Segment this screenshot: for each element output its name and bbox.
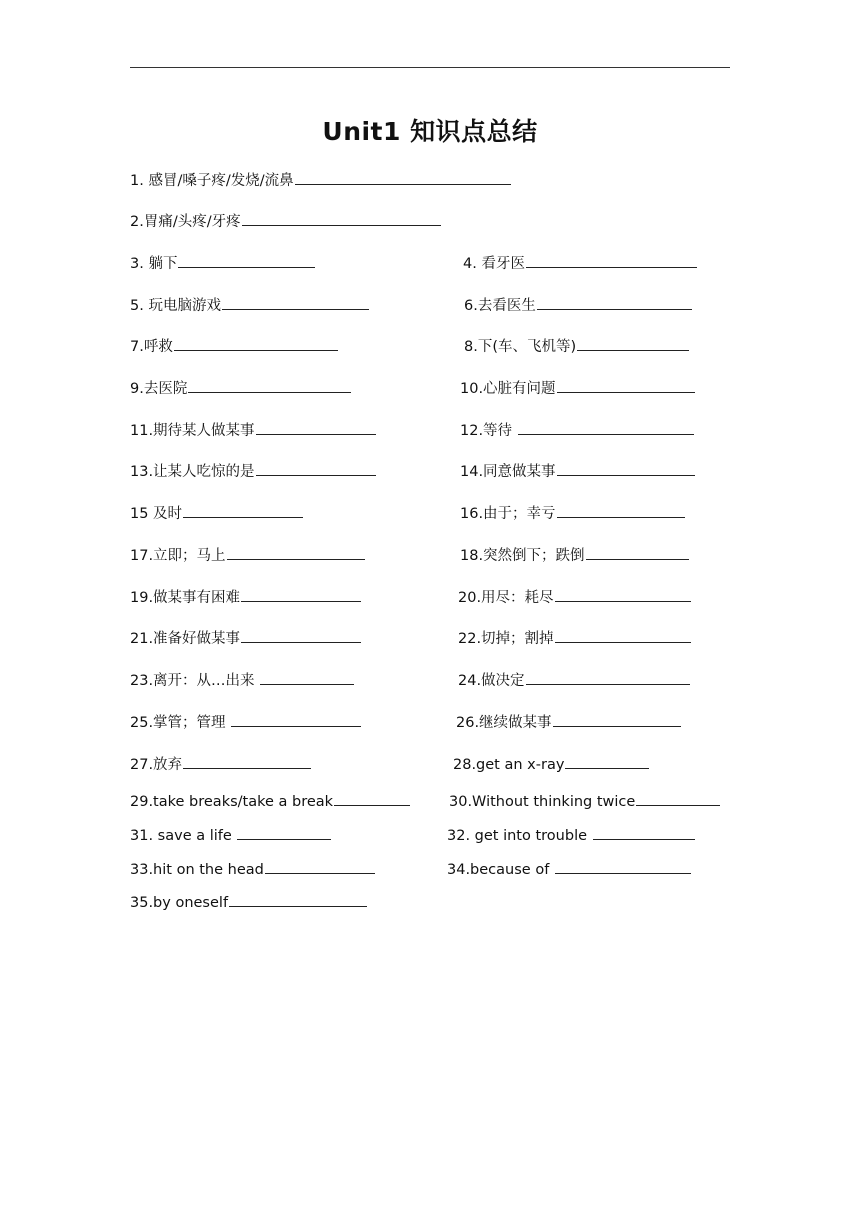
item-label: 29.take breaks/take a break [130, 794, 334, 810]
item-label: 22.切掉；割掉 [458, 631, 554, 647]
item-24 [458, 670, 690, 690]
item-label: 4. 看牙医 [463, 256, 525, 272]
answer-blank[interactable] [555, 859, 691, 874]
item-1 [130, 170, 511, 190]
answer-blank[interactable] [242, 211, 441, 226]
item-35 [130, 892, 367, 912]
answer-blank[interactable] [586, 545, 689, 560]
item-label: 31. save a life [130, 828, 237, 844]
item-label: 32. get into trouble [447, 828, 592, 844]
item-label: 11.期待某人做某事 [130, 423, 255, 439]
item-label: 16.由于；幸亏 [460, 506, 556, 522]
item-label: 12.等待 [460, 423, 517, 439]
item-23 [130, 670, 354, 690]
item-label: 35.by oneself [130, 895, 229, 911]
answer-blank[interactable] [295, 170, 511, 185]
item-label: 24.做决定 [458, 673, 525, 689]
answer-blank[interactable] [231, 712, 361, 727]
item-label: 1. 感冒/嗓子疼/发烧/流鼻 [130, 173, 294, 189]
item-label: 6.去看医生 [464, 298, 536, 314]
item-13 [130, 461, 376, 481]
item-12 [460, 420, 694, 440]
item-label: 21.准备好做某事 [130, 631, 241, 647]
answer-blank[interactable] [565, 754, 649, 769]
item-34 [447, 859, 691, 879]
header-rule [130, 67, 730, 68]
item-label: 13.让某人吃惊的是 [130, 464, 255, 480]
answer-blank[interactable] [553, 712, 681, 727]
item-label: 3. 躺下 [130, 256, 178, 272]
answer-blank[interactable] [636, 791, 720, 806]
answer-blank[interactable] [265, 859, 375, 874]
item-3 [130, 253, 315, 273]
item-label: 9.去医院 [130, 381, 188, 397]
item-label: 20.用尽：耗尽 [458, 590, 554, 606]
item-4 [463, 253, 697, 273]
answer-blank[interactable] [537, 295, 692, 310]
item-17 [130, 545, 365, 565]
item-30 [449, 791, 720, 811]
item-label: 10.心脏有问题 [460, 381, 556, 397]
answer-blank[interactable] [557, 378, 695, 393]
item-label: 30.Without thinking twice [449, 794, 636, 810]
item-label: 7.呼救 [130, 339, 173, 355]
item-25 [130, 712, 361, 732]
item-11 [130, 420, 376, 440]
answer-blank[interactable] [518, 420, 694, 435]
item-label: 17.立即；马上 [130, 548, 226, 564]
item-label: 34.because of [447, 862, 554, 878]
answer-blank[interactable] [183, 754, 311, 769]
answer-blank[interactable] [256, 420, 376, 435]
answer-blank[interactable] [593, 825, 695, 840]
item-label: 19.做某事有困难 [130, 590, 241, 606]
item-19 [130, 587, 361, 607]
page-title: Unit1 知识点总结 [322, 117, 538, 146]
item-label: 14.同意做某事 [460, 464, 556, 480]
answer-blank[interactable] [260, 670, 354, 685]
answer-blank[interactable] [526, 670, 690, 685]
item-16 [460, 503, 685, 523]
item-33 [130, 859, 375, 879]
answer-blank[interactable] [241, 587, 361, 602]
answer-blank[interactable] [334, 791, 410, 806]
item-31 [130, 825, 331, 845]
item-label: 33.hit on the head [130, 862, 264, 878]
item-label: 27.放弃 [130, 757, 183, 773]
answer-blank[interactable] [557, 503, 685, 518]
item-label: 2.胃痛/头疼/牙疼 [130, 214, 241, 230]
item-label: 5. 玩电脑游戏 [130, 298, 221, 314]
item-label: 15 及时 [130, 506, 183, 522]
item-15 [130, 503, 303, 523]
answer-blank[interactable] [222, 295, 369, 310]
item-label: 23.离开：从…出来 [130, 673, 260, 689]
answer-blank[interactable] [174, 336, 338, 351]
item-21 [130, 628, 361, 648]
answer-blank[interactable] [555, 587, 691, 602]
item-2 [130, 211, 441, 231]
answer-blank[interactable] [577, 336, 689, 351]
answer-blank[interactable] [241, 628, 361, 643]
answer-blank[interactable] [557, 461, 695, 476]
item-label: 8.下(车、飞机等) [464, 339, 577, 355]
answer-blank[interactable] [229, 892, 367, 907]
item-18 [460, 545, 689, 565]
item-32 [447, 825, 695, 845]
answer-blank[interactable] [188, 378, 351, 393]
answer-blank[interactable] [555, 628, 691, 643]
item-5 [130, 295, 369, 315]
item-label: 26.继续做某事 [456, 715, 552, 731]
item-22 [458, 628, 691, 648]
answer-blank[interactable] [178, 253, 315, 268]
item-label: 18.突然倒下；跌倒 [460, 548, 585, 564]
item-27 [130, 754, 311, 774]
item-6 [464, 295, 692, 315]
item-28 [453, 754, 649, 774]
item-29 [130, 791, 410, 811]
item-7 [130, 336, 338, 356]
answer-blank[interactable] [227, 545, 365, 560]
answer-blank[interactable] [183, 503, 303, 518]
item-label: 28.get an x-ray [453, 757, 565, 773]
item-26 [456, 712, 681, 732]
item-8 [464, 336, 689, 356]
item-10 [460, 378, 695, 398]
answer-blank[interactable] [256, 461, 376, 476]
item-14 [460, 461, 695, 481]
item-20 [458, 587, 691, 607]
item-9 [130, 378, 351, 398]
answer-blank[interactable] [526, 253, 697, 268]
item-label: 25.掌管；管理 [130, 715, 231, 731]
answer-blank[interactable] [237, 825, 331, 840]
